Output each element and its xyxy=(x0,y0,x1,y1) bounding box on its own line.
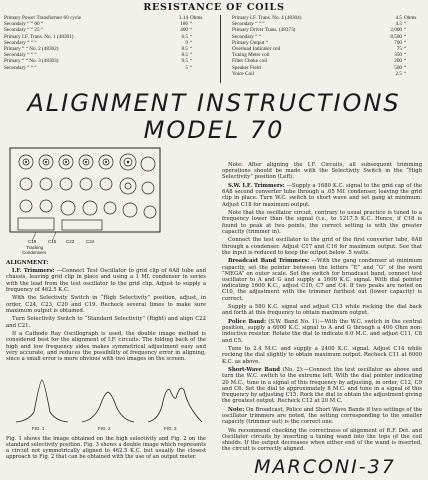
coil-name: Overload Indicator coil xyxy=(232,46,281,53)
coil-unit: “ xyxy=(404,58,407,65)
heading-line-1: ALIGNMENT INSTRUCTIONS xyxy=(27,89,401,117)
paragraph-text: —Connect Test Oscillator to grid clip of 6A8 tube and chassis, leaving grid clip in place and using a 1 Mf. condenser in series with the lead from the test oscillator to the grid clip. Adjust to supply a frequency of 462.5 K.C. xyxy=(6,268,207,293)
coil-name: Primary I.F. Trans. No. 1 (48301) xyxy=(4,33,74,40)
paragraph-lead: Short-Wave Band xyxy=(228,367,280,374)
chassis-diagram xyxy=(6,144,164,254)
coil-value: 8.5 xyxy=(181,52,188,59)
right-paragraph xyxy=(222,304,422,316)
paragraph-text: With the Selectivity Switch in “High Selectivity” position, adjust, in order, C24, C23, C20 and C19. Recheck several times to make sure maximum output is obtained. xyxy=(6,295,206,314)
coil-value: 350 xyxy=(394,52,402,59)
alignment-left-column xyxy=(6,258,206,365)
right-paragraph xyxy=(222,407,422,426)
coil-value: 2,000 xyxy=(390,27,402,34)
paragraph-lead: Broadcast Band Trimmers: xyxy=(228,258,310,265)
coil-value: 9 xyxy=(185,39,188,46)
coil-value: 3.14 xyxy=(178,15,188,21)
coil-name: Tuning Meter coil xyxy=(232,52,270,59)
right-paragraph xyxy=(222,428,422,453)
coil-name: Speaker Field xyxy=(232,64,261,71)
coil-value: 186 xyxy=(180,21,188,28)
fig-1-label: FIG. 1 xyxy=(32,426,45,431)
coil-unit: Ohms xyxy=(404,15,417,21)
coil-name: Primary Output “ xyxy=(232,39,269,46)
coil-value: 5 xyxy=(185,64,188,71)
coil-value: 75 xyxy=(396,46,402,53)
coil-unit: “ xyxy=(404,46,407,53)
coil-value: 8.5 xyxy=(181,46,188,53)
brand-marconi: MARCONI-37 xyxy=(254,456,396,478)
coil-value: 9.5 xyxy=(181,58,188,65)
coil-value: 6.5 xyxy=(181,33,188,40)
paragraph-text: Turn Selectivity Switch to “Standard Selectivity” (Right) and align C22 and C21. xyxy=(6,316,206,329)
coil-value: 4.5 xyxy=(395,21,402,28)
label-c24: C24 xyxy=(86,239,95,244)
label-tracking: Tracking xyxy=(26,245,44,250)
paragraph-text: (No. 2):—Connect the test oscillator as above and turn the W.C. switch to the extreme left. With the dial pointer indicating 20 M.C., tune in a signal of this frequency by adjusting, in order, C12, C9 and C6. Set the dial to approximately 8 M.C. and tune in a signal of this frequency by adjusting C15. Rock the dial to obtain the adjustment giving the greatest output. Recheck C12 at 20 M.C. xyxy=(222,367,423,405)
resistance-title: RESISTANCE OF COILS xyxy=(143,2,285,13)
coil-name: Secondary “ “ “ xyxy=(4,52,37,59)
coil-unit: “ xyxy=(190,46,193,53)
coil-unit: Ohms xyxy=(190,15,203,21)
coil-table-left xyxy=(4,15,210,71)
coil-left-row xyxy=(4,65,210,71)
paragraph-text: On Broadcast, Police and Short Wave Bands if two settings of the oscillator trimmers are noted, the setting corresponding to the smaller capacity (trimmer out) is the correct one. xyxy=(222,406,423,426)
right-paragraph xyxy=(222,237,422,256)
paragraph-text: We recommend checking the correctness of alignment of R.F. Det. and Oscillator circuits by inserting a tuning wand into the tops of the coil shields. If the output decreases when either end of the wand is inserted, the circuit is correctly aligned. xyxy=(222,427,422,453)
fig-2-label: FIG. 2 xyxy=(98,426,111,431)
paragraph-text: (S.W. Band No. 1):—With the W.C. switch in the central position, supply a 6000 K.C. signal to A and G through a 400 Ohm non-inductive resistor. Rotate the dial to indicate 6.0 M.C. and adjust C11, C8 and C5. xyxy=(222,319,422,344)
coil-unit: “ xyxy=(190,58,193,65)
paragraph-text: Connect the test oscillator to the grid of the first converter tube, 6A8 through a condenser. Adjust C17 and C16 for maximum output. See that the input is reduced to keep the output below .5 watts. xyxy=(222,237,422,256)
left-paragraph xyxy=(6,316,206,328)
coil-unit: “ xyxy=(404,21,407,28)
waveform-figures xyxy=(8,376,206,426)
left-paragraph xyxy=(6,268,206,293)
coil-value: 500 xyxy=(394,64,402,71)
paragraph-text: —Supply a 1680 K.C. signal to the grid cap of the 6A8 second converter tube through a .05 Mf. condenser, leaving the grid clip in place. Turn W.C. switch to short wave and set gang at minimum. Adjust C18 for maximum output. xyxy=(222,183,423,208)
coil-unit: “ xyxy=(190,27,193,34)
paragraph-text: Tune to 2.4 M.C. and supply a 2400 K.C. signal. Adjust C14 while rocking the dial slightly to obtain maximum output. Recheck C11 at 6000 K.C. as above. xyxy=(222,346,422,365)
coil-value: 700 xyxy=(394,39,402,46)
table-divider xyxy=(220,15,221,83)
figure-caption: Fig. 1 shows the image obtained on the high selectivity and Fig. 2 on the standard selectivity position. Fig. 3 shows a double image which represents a circuit not symmetrically aligned to 462.5 K.C. but usually the closest approach to Fig. 2 that can be obtained with the use of an output meter. xyxy=(6,436,206,461)
coil-name: Primary Driver Trans. (48373) xyxy=(232,27,296,34)
coil-name: Secondary “ “ “ xyxy=(4,64,37,71)
label-c19: C19 xyxy=(28,239,37,244)
coil-name: Secondary “ “ xyxy=(232,33,262,40)
left-paragraph xyxy=(6,295,206,314)
coil-name: Voice Coil xyxy=(232,70,254,77)
coil-unit: “ xyxy=(190,52,193,59)
coil-name: Secondary “ “ 60 “ xyxy=(4,21,44,28)
coil-name: Secondary “ “ 25 “ xyxy=(4,27,44,34)
heading-line-2: MODEL 70 xyxy=(143,116,285,144)
right-paragraph xyxy=(222,319,422,344)
coil-unit: “ xyxy=(190,33,193,40)
right-paragraph xyxy=(222,162,422,181)
fig-3-label: FIG. 3 xyxy=(164,426,177,431)
coil-name: Primary I.F. Trans. No. 4 (48304) xyxy=(232,15,302,21)
right-paragraph xyxy=(222,346,422,365)
coil-table-right xyxy=(232,15,424,77)
coil-name: Primary “ “ No. 3 (48303) xyxy=(4,58,59,65)
coil-name: Primary “ “ No. 2 (48302) xyxy=(4,46,59,53)
coil-value: 400 xyxy=(180,27,188,34)
paragraph-lead: S.W. I.F. Trimmers: xyxy=(228,183,285,189)
right-paragraph xyxy=(222,183,422,208)
label-c23: C23 xyxy=(66,239,75,244)
paragraph-lead: Police Band: xyxy=(228,319,266,326)
coil-unit: “ xyxy=(404,64,407,71)
coil-name: Secondary “ “ “ xyxy=(4,39,37,46)
paragraph-text: Supply a 580 K.C. signal and adjust C13 while rocking the dial back and forth at this frequency to obtain maximum output. xyxy=(222,304,422,317)
coil-unit: “ xyxy=(190,39,193,46)
paragraph-lead: Note: xyxy=(228,406,245,413)
coil-unit: “ xyxy=(404,70,407,77)
coil-name: Secondary “ “ “ xyxy=(232,21,265,28)
coil-name: Primary Power Transformer 60 cycle xyxy=(4,15,81,21)
coil-name: Filter Choke coil xyxy=(232,58,268,65)
section-title-alignment: ALIGNMENT: xyxy=(6,260,49,266)
coil-unit: “ xyxy=(404,39,407,46)
alignment-right-column xyxy=(222,162,422,455)
coil-unit: “ xyxy=(404,33,407,40)
paragraph-text: Note that the oscillator circuit, contrary to usual practice is tuned to a frequency lower than the signal (i.e., to 1217.5 K.C. Hence, if C18 is found to peak at two points, the correct setting is with the greater capacity (trimmer in). xyxy=(222,210,422,235)
coil-unit: “ xyxy=(404,27,407,34)
alignment-heading xyxy=(0,90,428,143)
coil-unit: “ xyxy=(190,64,193,71)
paragraph-text: Note: After aligning the I.F. Circuits, all subsequent trimming operations should be made with the Selectivity Switch in the “High Selectivity” position (Left). xyxy=(222,162,422,181)
right-paragraph xyxy=(222,210,422,235)
coil-value: 4.5 xyxy=(395,15,402,21)
left-paragraph xyxy=(6,331,206,362)
coil-value: 200 xyxy=(394,58,402,65)
coil-value: 2.5 xyxy=(395,70,402,77)
right-paragraph xyxy=(222,367,422,404)
paragraph-text: If a Cathode Ray Oscillograph is used, the double image method is considered best for the alignment of I.F. circuits. The folding back of the high and low frequency sides makes symmetrical adjustment easy and very accurate, and reduces the possibility of frequency error in aligning, since a small error is more obvious with two images on the screen. xyxy=(6,331,206,363)
chassis-drawing xyxy=(6,144,164,254)
figures-row xyxy=(8,376,206,432)
coil-unit: “ xyxy=(404,52,407,59)
paragraph-text: —With the gang condenser at minimum capacity, set the pointer between the letters “E” and “G” of the word “MEGA” on outer scale. Set the switch for broadcast band, connect test oscillator to A and G and supply a 1600 K.C. signal. With dial pointer indicating 1600 K.C., adjust C10, C7 and C4. If two peaks are noted on C10, the adjustment with the trimmer farthest out (lower capacity) is correct. xyxy=(222,258,423,302)
coil-right-row xyxy=(232,71,424,77)
label-c15: C15 xyxy=(48,239,57,244)
coil-unit: “ xyxy=(190,21,193,28)
right-paragraph xyxy=(222,258,422,301)
coil-value: 8,500 xyxy=(390,33,402,40)
label-condensers: Condensers xyxy=(22,250,47,255)
paragraph-lead: I.F. Trimmers: xyxy=(12,268,55,275)
